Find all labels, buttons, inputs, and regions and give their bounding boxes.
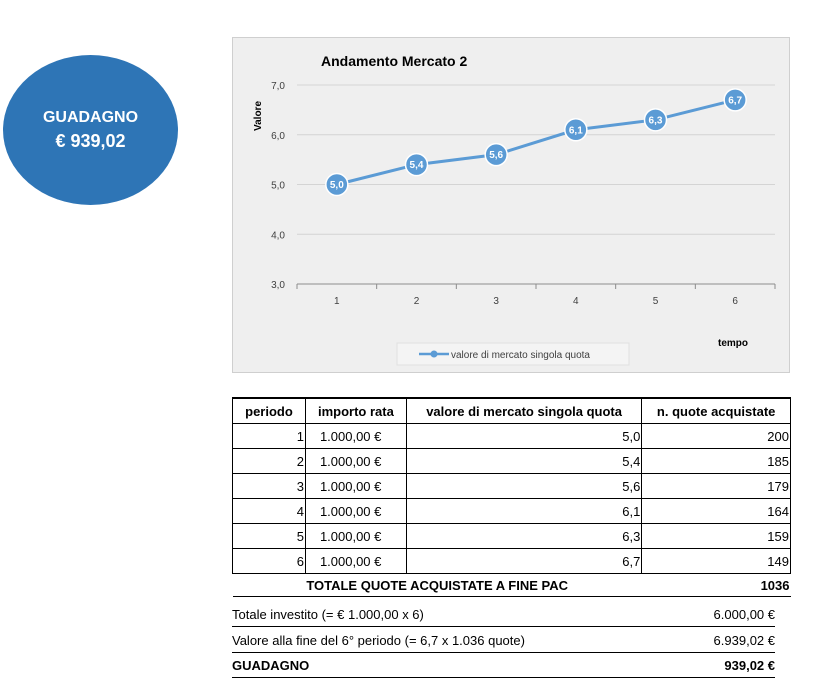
summary-investito-value: 6.000,00 €	[713, 607, 775, 622]
x-tick-label: 2	[413, 296, 420, 307]
legend-marker	[431, 351, 438, 358]
header-periodo: periodo	[233, 398, 306, 424]
table-row	[233, 524, 791, 549]
x-tick-label: 3	[493, 296, 499, 307]
table-row	[233, 549, 791, 574]
header-valore: valore di mercato singola quota	[406, 398, 641, 424]
y-tick-label: 5,0	[271, 180, 285, 192]
chart-title: Andamento Mercato 2	[321, 53, 468, 69]
cell-valore: 6,3	[406, 524, 641, 549]
data-label: 6,7	[728, 95, 743, 107]
cell-importo: 1.000,00 €	[305, 424, 406, 449]
gain-badge-amount: € 939,02	[55, 131, 126, 151]
cell-valore: 5,4	[406, 449, 641, 474]
cell-periodo: 3	[233, 474, 306, 499]
data-label: 5,6	[489, 150, 504, 162]
summary-investito-label: Totale investito (= € 1.000,00 x 6)	[232, 607, 424, 622]
data-label: 6,1	[568, 125, 583, 137]
x-axis-title: tempo	[718, 338, 748, 349]
cell-periodo: 5	[233, 524, 306, 549]
series-line	[337, 100, 735, 185]
cell-importo: 1.000,00 €	[305, 449, 406, 474]
x-tick-label: 5	[652, 296, 659, 307]
table-total-row	[233, 574, 791, 597]
market-chart	[232, 37, 790, 373]
chart-legend	[397, 343, 629, 365]
y-tick-label: 6,0	[271, 130, 285, 142]
cell-quote: 164	[642, 499, 791, 524]
summary-valore-fine	[232, 629, 775, 653]
table-row	[233, 449, 791, 474]
chart-canvas	[233, 38, 791, 374]
cell-valore: 5,0	[406, 424, 641, 449]
summary-valore-fine-value: 6.939,02 €	[713, 633, 775, 648]
gain-badge	[3, 55, 178, 205]
table-header-row	[233, 398, 791, 424]
cell-periodo: 4	[233, 499, 306, 524]
pac-table	[232, 397, 791, 597]
cell-quote: 185	[642, 449, 791, 474]
cell-importo: 1.000,00 €	[305, 499, 406, 524]
total-label: TOTALE QUOTE ACQUISTATE A FINE PAC	[233, 574, 642, 597]
summary-valore-fine-label: Valore alla fine del 6° periodo (= 6,7 x 1.036 quote)	[232, 633, 525, 648]
y-tick-label: 4,0	[271, 230, 285, 242]
table-row	[233, 474, 791, 499]
cell-periodo: 6	[233, 549, 306, 574]
total-value: 1036	[642, 574, 791, 597]
summary-guadagno-label: GUADAGNO	[232, 658, 310, 673]
summary-guadagno	[232, 654, 775, 678]
cell-quote: 149	[642, 549, 791, 574]
cell-periodo: 1	[233, 424, 306, 449]
table-row	[233, 424, 791, 449]
cell-valore: 5,6	[406, 474, 641, 499]
legend-label: valore di mercato singola quota	[451, 350, 590, 361]
cell-importo: 1.000,00 €	[305, 549, 406, 574]
cell-quote: 159	[642, 524, 791, 549]
cell-valore: 6,7	[406, 549, 641, 574]
y-tick-label: 3,0	[271, 280, 285, 291]
gain-badge-title: GUADAGNO	[42, 109, 139, 126]
cell-quote: 179	[642, 474, 791, 499]
summary-guadagno-value: 939,02 €	[724, 658, 775, 673]
data-label: 5,4	[409, 160, 424, 172]
x-tick-label: 4	[573, 296, 579, 307]
x-tick-label: 6	[732, 296, 738, 307]
data-label: 6,3	[648, 115, 663, 127]
y-tick-label: 7,0	[271, 81, 285, 92]
cell-periodo: 2	[233, 449, 306, 474]
data-label: 5,0	[329, 180, 344, 191]
cell-valore: 6,1	[406, 499, 641, 524]
header-importo: importo rata	[305, 398, 406, 424]
cell-quote: 200	[642, 424, 791, 449]
x-tick-label: 1	[334, 296, 340, 307]
table-row	[233, 499, 791, 524]
cell-importo: 1.000,00 €	[305, 524, 406, 549]
header-quote: n. quote acquistate	[642, 398, 791, 424]
cell-importo: 1.000,00 €	[305, 474, 406, 499]
summary-investito	[232, 603, 775, 627]
y-axis-title: Valore	[253, 100, 264, 132]
